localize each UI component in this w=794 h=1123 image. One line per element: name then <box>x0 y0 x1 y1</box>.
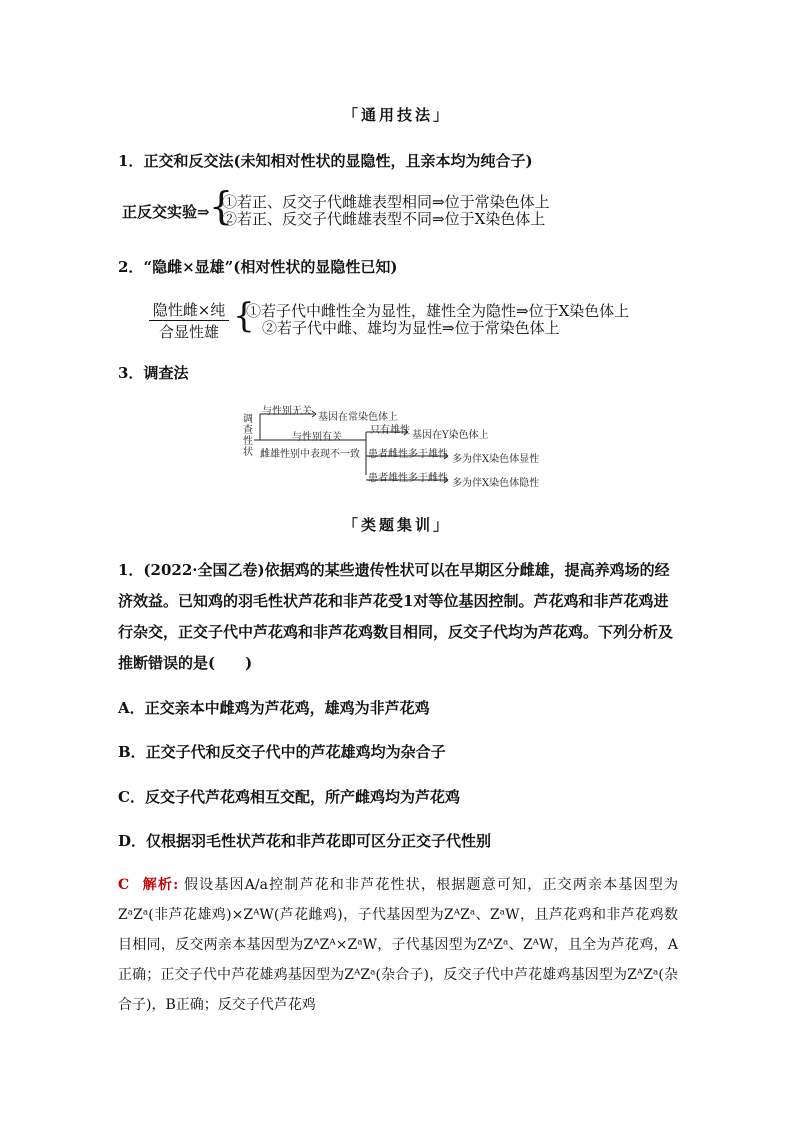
method1-brace: { <box>209 184 234 228</box>
survey-child1-result: 基因在Y染色体上 <box>412 430 489 441</box>
method3-heading <box>118 362 188 383</box>
survey-child1-label: 只有雄性 <box>370 425 410 436</box>
method2-fraction-top: 隐性雌×纯 <box>149 299 230 321</box>
survey-root-char: 性 <box>243 436 253 447</box>
method3-number: 3． <box>118 364 144 382</box>
survey-branch2-label: 与性别有关 <box>292 432 342 443</box>
survey-root-char: 查 <box>243 425 253 436</box>
option-d: D．仅根据羽毛性状芦花和非芦花即可区分正交子代性别 <box>118 832 492 850</box>
method1-title: 正交和反交法(未知相对性状的显隐性，且亲本均为纯合子) <box>143 152 533 170</box>
survey-child3-label: 患者雄性多于雌性 <box>368 473 448 484</box>
survey-child3-result: 多为伴X染色体隐性 <box>452 478 540 489</box>
analysis-block <box>118 870 678 1020</box>
answer-letter: C <box>118 877 130 893</box>
method2-number: 2． <box>118 258 144 276</box>
survey-child2-label: 患者雌性多于雄性 <box>368 449 448 460</box>
method1-number: 1． <box>118 152 144 170</box>
survey-root <box>242 414 254 458</box>
method2-fraction-bottom: 合显性雄 <box>158 323 219 341</box>
method1-line1: ①若正、反交子代雌雄表型相同⇒位于常染色体上 <box>222 193 550 211</box>
survey-diagram <box>236 400 566 490</box>
survey-root-char: 调 <box>243 414 253 425</box>
method1-lead: 正反交实验⇒ <box>122 203 210 221</box>
survey-branch1-label: 与性别无关 <box>262 406 312 417</box>
method1-heading <box>118 150 533 171</box>
method2-fraction <box>146 299 232 342</box>
method2-brace: { <box>233 296 255 336</box>
survey-branch1-result: 基因在常染色体上 <box>318 412 398 423</box>
section-title-practice: 「类题集训」 <box>342 516 451 534</box>
method2-title: “隐雌×显雄”(相对性状的显隐性已知) <box>143 258 398 276</box>
method3-title: 调查法 <box>143 364 189 382</box>
method2-line1: ①若子代中雌性全为显性，雄性全为隐性⇒位于X染色体上 <box>246 302 630 320</box>
analysis-text: 假设基因A/a控制芦花和非芦花性状，根据题意可知，正交两亲本基因型为ZᵃZᵃ(非芦花雄鸡)×ZᴬW(芦花雌鸡)，子代基因型为ZᴬZᵃ、ZᵃW，且芦花鸡和非芦花鸡数目相同，反交两亲本基因型为ZᴬZᴬ×ZᵃW，子代基因型为ZᴬZᵃ、ZᴬW，且全为芦花鸡，A正确；正交子代中芦花雄鸡基因型为ZᴬZᵃ(杂合子)，反交子代中芦花雄鸡基因型为ZᴬZᵃ(杂合子)，B正确；反交子代芦花鸡 <box>118 877 678 1013</box>
question-stem: 1．(2022·全国乙卷)依据鸡的某些遗传性状可以在早期区分雌雄，提高养鸡场的经济效益。已知鸡的羽毛性状芦花和非芦花受1对等位基因控制。芦花鸡和非芦花鸡进行杂交，正交子代中芦花鸡和非芦花鸡数目相同，反交子代均为芦花鸡。下列分析及推断错误的是( ) <box>118 561 674 672</box>
method2-line2: ②若子代中雌、雄均为显性⇒位于常染色体上 <box>262 319 560 337</box>
survey-branch2-sub: 雌雄性别中表现不一致 <box>260 449 360 460</box>
section-title-general: 「通用技法」 <box>342 106 451 124</box>
method2-heading <box>118 256 397 277</box>
option-b: B．正交子代和反交子代中的芦花雄鸡均为杂合子 <box>118 743 446 761</box>
option-c: C．反交子代芦花鸡相互交配，所产雌鸡均为芦花鸡 <box>118 788 460 806</box>
survey-root-char: 状 <box>243 447 253 458</box>
method1-line2: ②若正、反交子代雌雄表型不同⇒位于X染色体上 <box>222 210 546 228</box>
option-a: A．正交亲本中雌鸡为芦花鸡，雄鸡为非芦花鸡 <box>118 699 430 717</box>
survey-child2-result: 多为伴X染色体显性 <box>452 454 540 465</box>
analysis-label: 解析: <box>142 877 179 893</box>
